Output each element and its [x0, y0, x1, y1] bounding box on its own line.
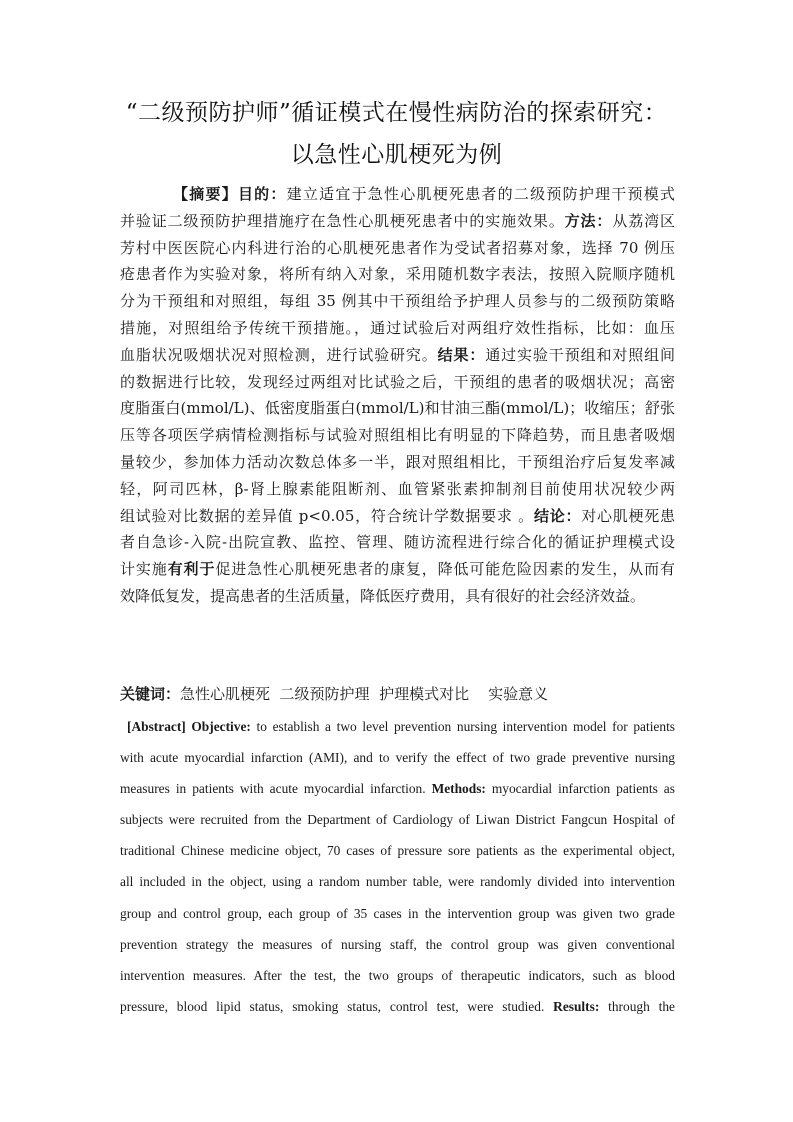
abstract-chinese [120, 181, 675, 610]
abstract-cn-line: 措施，对照组给予传统干预措施。，通过试验后对两组疗效性指标，比如：血压 [120, 318, 675, 337]
abstract-cn-line: 压等各项医学病情检测指标与试验对照组相比有明显的下降趋势，而且患者吸烟 [120, 426, 675, 445]
abstract-en-label: [Abstract] [127, 719, 186, 734]
abstract-cn-line: 量较少，参加体力活动次数总体多一半，跟对照组相比，干预组治疗后复发率减 [120, 452, 675, 471]
abstract-english [120, 711, 675, 1022]
abstract-cn-line: 者自急诊-入院-出院宣教、监控、管理、随访流程进行综合化的循证护理模式设 [120, 533, 675, 552]
abstract-en-line: traditional Chinese medicine object, 70 cases of pressure sore patients as the experimental object, [120, 843, 675, 859]
emphasis-text: 有利于 [167, 560, 216, 579]
abstract-cn-line: 并验证二级预防护理措施疗在急性心肌梗死患者中的实施效果。方法：从荔湾区 [120, 211, 675, 230]
title-line-1: “二级预防护师”循证模式在慢性病防治的探索研究： [125, 100, 668, 126]
methods-en-label: Methods: [431, 781, 486, 797]
abstract-en-line: intervention measures. After the test, the two groups of therapeutic indicators, such as blood [120, 967, 675, 983]
abstract-en-line: with acute myocardial infarction (AMI), and to verify the effect of two grade preventive nursing [120, 750, 675, 766]
paper-title [90, 92, 703, 176]
title-line-2: 以急性心肌梗死为例 [290, 142, 503, 168]
abstract-en-line: all included in the object, using a random number table, were randomly divided into intervention [120, 874, 675, 890]
abstract-en-line: measures in patients with acute myocardial infarction. Methods: myocardial infarction patients as [120, 781, 675, 797]
abstract-label: 【摘要】 [173, 185, 238, 203]
keywords [120, 681, 548, 707]
conclusion-label: 结论： [533, 506, 582, 525]
abstract-en-line: [Abstract] Objective: to establish a two level prevention nursing intervention model for patients [127, 719, 675, 734]
results-label: 结果： [437, 345, 486, 364]
keywords-label: 关键词： [120, 685, 181, 703]
abstract-cn-line: 组试验对比数据的差异值 p<0.05，符合统计学数据要求 。结论：对心肌梗死患 [120, 506, 675, 525]
keywords-text: 急性心肌梗死 二级预防护理 护理模式对比 实验意义 [180, 685, 549, 703]
methods-label: 方法： [564, 211, 613, 230]
abstract-cn-line: 效降低复发，提高患者的生活质量，降低医疗费用，具有很好的社会经济效益。 [120, 586, 646, 605]
objective-label: 目的： [237, 185, 287, 203]
abstract-cn-line: 度脂蛋白(mmol/L)、低密度脂蛋白(mmol/L)和甘油三酯(mmol/L)；收缩压；舒张 [120, 399, 675, 418]
objective-en-label: Objective: [191, 719, 251, 734]
abstract-cn-line: 的数据进行比较，发现经过两组对比试验之后，干预组的患者的吸烟状况；高密 [120, 372, 675, 391]
abstract-cn-line: 【摘要】目的：建立适宜于急性心肌梗死患者的二级预防护理干预模式 [173, 185, 675, 203]
abstract-en-line: subjects were recruited from the Department of Cardiology of Liwan District Fangcun Hospital of [120, 812, 675, 828]
abstract-cn-line: 疮患者作为实验对象，将所有纳入对象，采用随机数字表法，按照入院顺序随机 [120, 265, 675, 284]
results-en-label: Results: [553, 998, 600, 1014]
abstract-cn-line: 轻，阿司匹林，β-肾上腺素能阻断剂、血管紧张素抑制剂目前使用状况较少两 [120, 479, 675, 498]
abstract-en-line: group and control group, each group of 35 cases in the intervention group was given two grade [120, 905, 675, 921]
abstract-cn-line: 分为干预组和对照组，每组 35 例其中干预组给予护理人员参与的二级预防策略 [120, 292, 675, 311]
abstract-cn-line: 血脂状况吸烟状况对照检测，进行试验研究。结果：通过实验干预组和对照组间 [120, 345, 675, 364]
abstract-en-line: prevention strategy the measures of nursing staff, the control group was given conventional [120, 936, 675, 952]
abstract-cn-line: 芳村中医医院心内科进行治的心肌梗死患者作为受试者招募对象，选择 70 例压 [120, 238, 675, 257]
abstract-cn-line: 计实施有利于促进急性心肌梗死患者的康复，降低可能危险因素的发生，从而有 [120, 560, 675, 579]
abstract-en-line: pressure, blood lipid status, smoking status, control test, were studied. Results: through the [120, 998, 675, 1014]
